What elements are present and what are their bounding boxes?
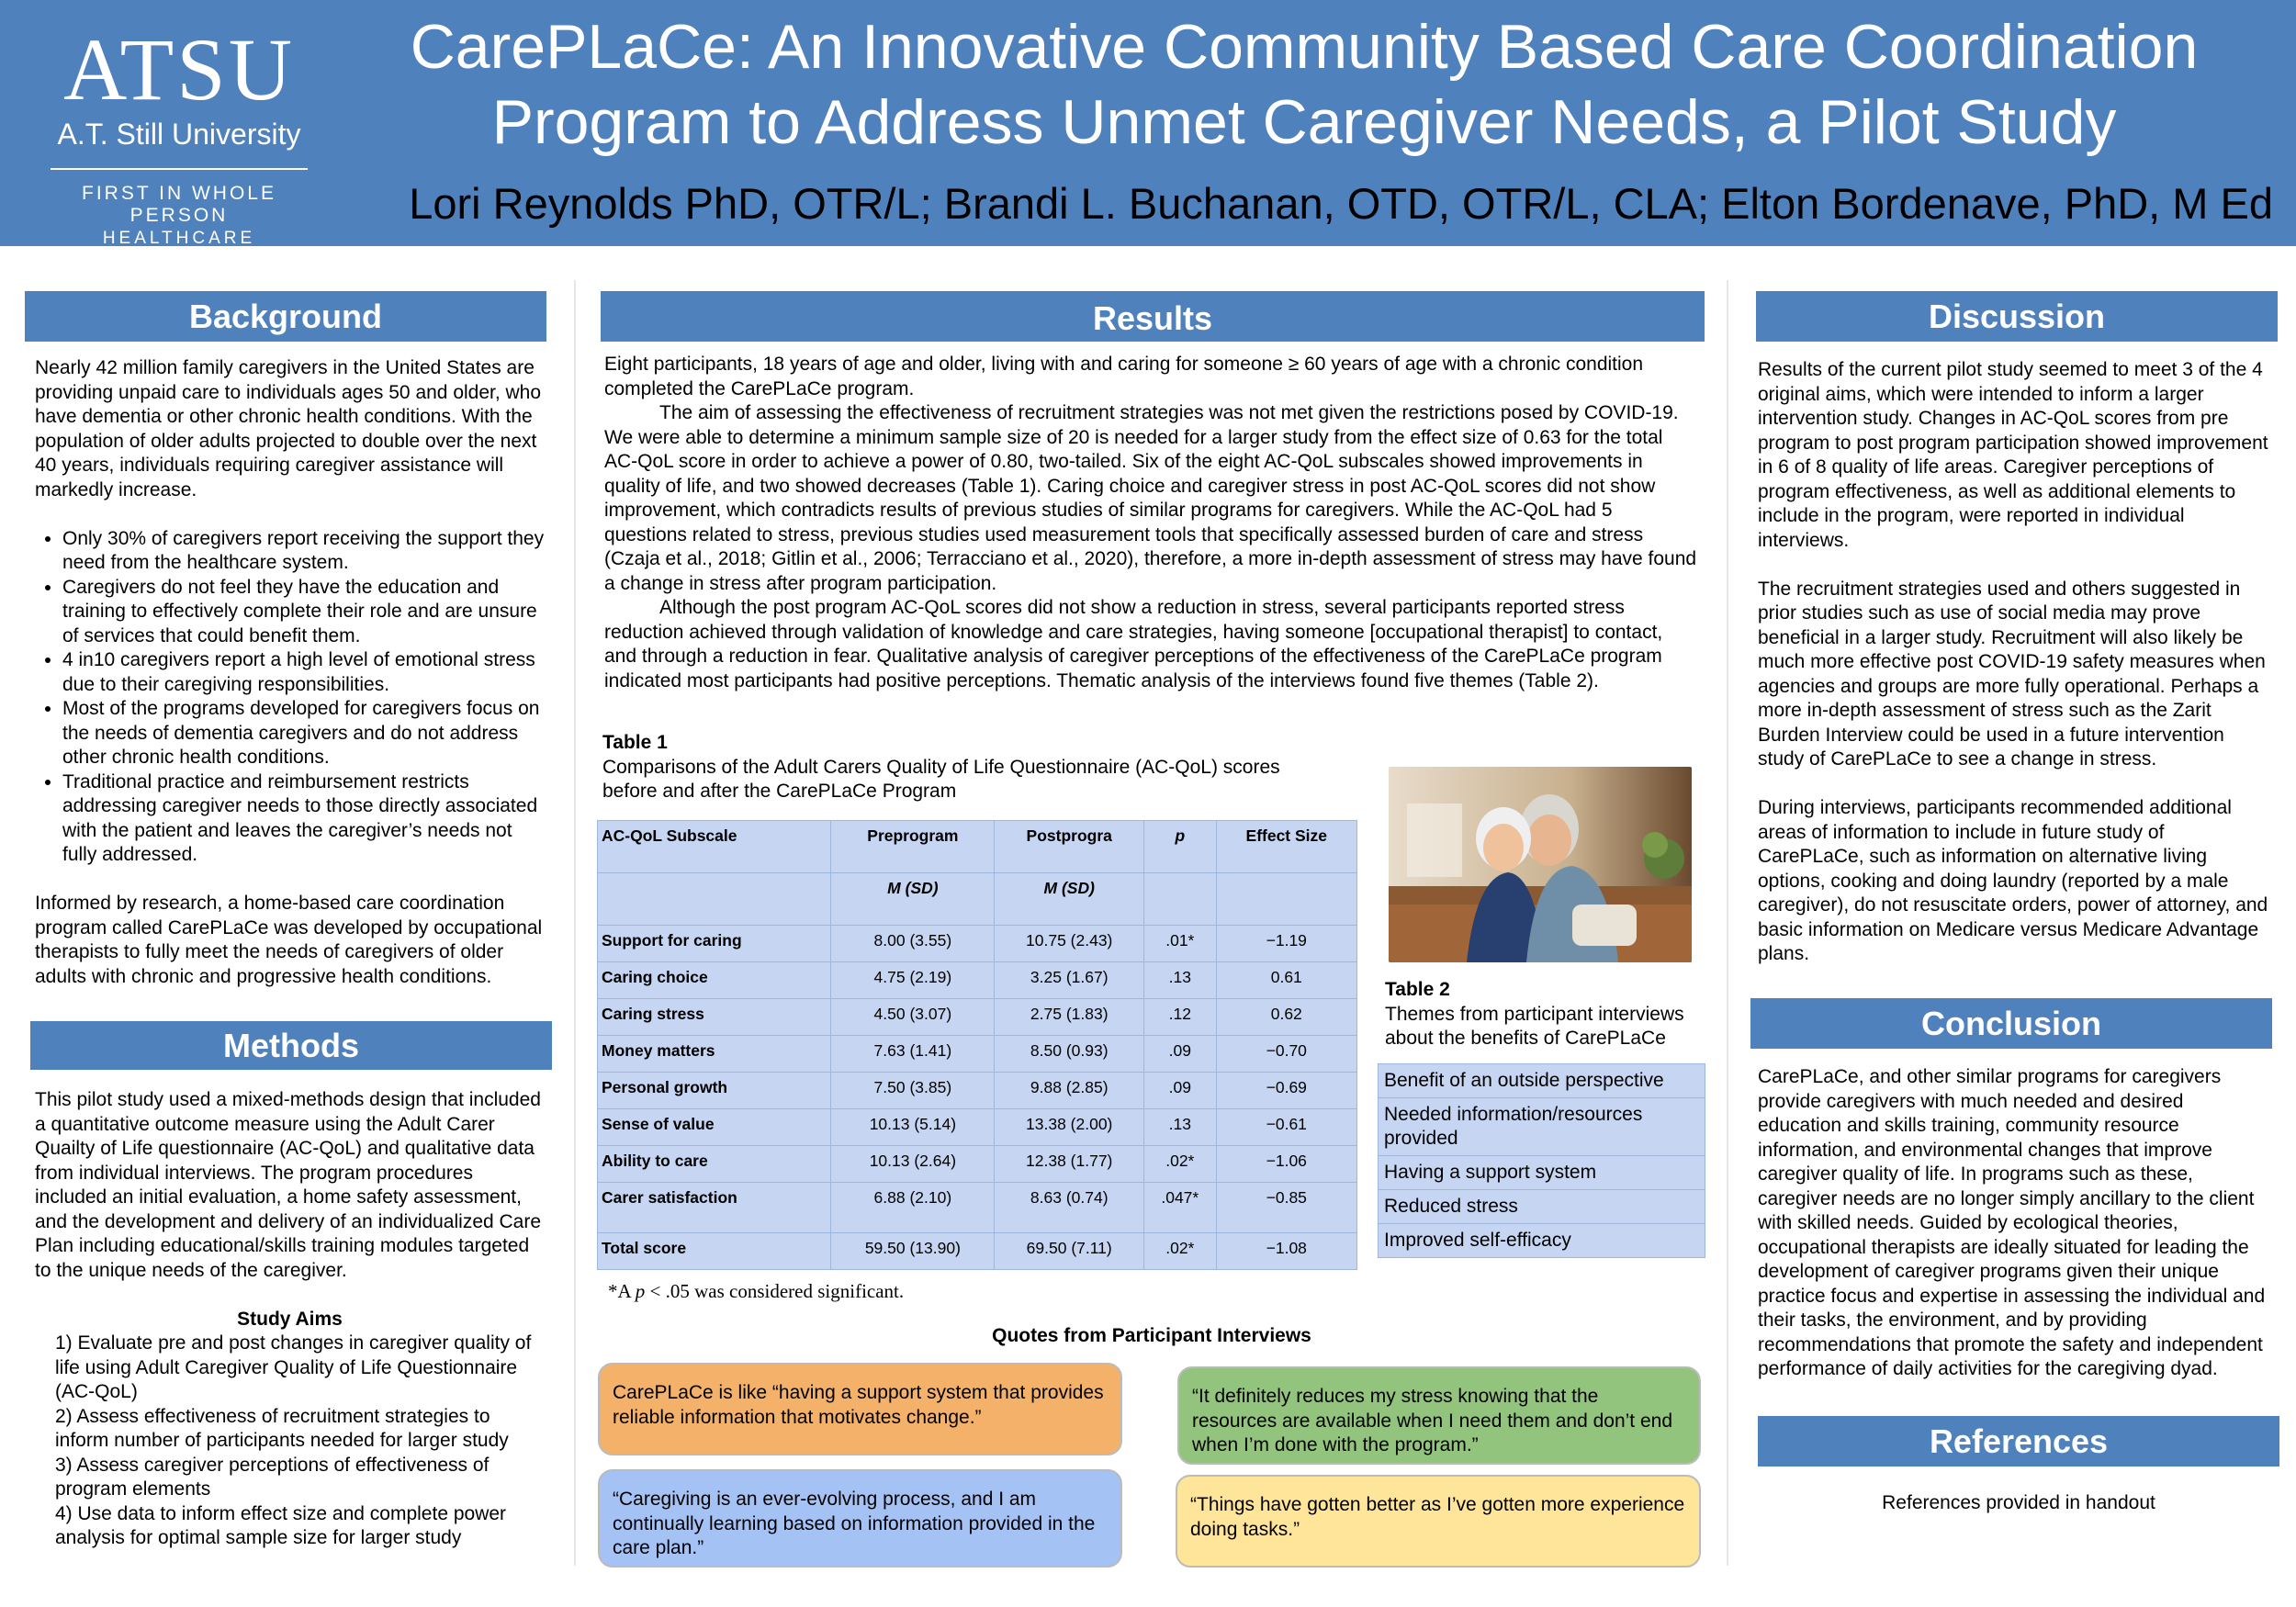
table-row bbox=[598, 1036, 1357, 1073]
table-cell: .09 bbox=[1144, 1036, 1216, 1073]
background-section bbox=[35, 356, 545, 989]
theme-cell: Needed information/resources provided bbox=[1379, 1098, 1705, 1156]
study-aim: 1) Evaluate pre and post changes in caregiver quality of life using Adult Caregiver Quality of Life Questionnaire (AC-QoL) bbox=[55, 1332, 532, 1402]
table-cell: .13 bbox=[1144, 962, 1216, 999]
title-line-2: Program to Address Unmet Caregiver Needs, a Pilot Study bbox=[491, 87, 2117, 157]
background-bullet: • Traditional practice and reimbursement restricts addressing caregiver needs to those directly associated with the patient and leaves the caregiver’s needs not fully addressed. bbox=[62, 770, 545, 868]
table-row bbox=[598, 1183, 1357, 1233]
background-bullet: • Most of the programs developed for caregivers focus on the needs of dementia caregivers and do not address other chronic health conditions. bbox=[62, 697, 545, 770]
table-row bbox=[1379, 1190, 1705, 1224]
caregivers-photo bbox=[1389, 767, 1692, 962]
table-header-cell: Effect Size bbox=[1216, 821, 1356, 873]
table-cell: Caring choice bbox=[598, 962, 831, 999]
table-cell: .02* bbox=[1144, 1146, 1216, 1183]
results-paragraph-1: Eight participants, 18 years of age and older, living with and caring for someone ≥ 60 years of age with a chronic condition completed the CarePLaCe program. bbox=[604, 354, 1644, 399]
table-cell: 2.75 (1.83) bbox=[995, 999, 1144, 1036]
table1-caption bbox=[602, 731, 1374, 804]
table-row bbox=[598, 926, 1357, 962]
table-header-row bbox=[598, 821, 1357, 873]
table1-label: Table 1 bbox=[602, 732, 668, 753]
background-bullet: • 4 in10 caregivers report a high level of emotional stress due to their caregiving responsibilities. bbox=[62, 648, 545, 697]
table1-caption-line-2: before and after the CarePLaCe Program bbox=[602, 781, 957, 802]
table-cell: 12.38 (1.77) bbox=[995, 1146, 1144, 1183]
table-cell: −1.19 bbox=[1216, 926, 1356, 962]
table-cell: Total score bbox=[598, 1233, 831, 1270]
logo-university-name: A.T. Still University bbox=[57, 118, 301, 151]
background-bullet: • Caregivers do not feel they have the education and training to effectively complete their role and are unsure of services that could benefit them. bbox=[62, 576, 545, 649]
background-closing: Informed by research, a home-based care coordination program called CarePLaCe was developed by occupational therapists to fully meet the needs of caregivers of older adults with chronic and progressive health conditions. bbox=[35, 893, 543, 987]
table-cell: .13 bbox=[1144, 1109, 1216, 1146]
photo-illustration bbox=[1389, 767, 1692, 962]
table-cell: 8.63 (0.74) bbox=[995, 1183, 1144, 1233]
table-cell: .02* bbox=[1144, 1233, 1216, 1270]
theme-cell: Having a support system bbox=[1379, 1156, 1705, 1190]
table-cell: −0.61 bbox=[1216, 1109, 1356, 1146]
table-cell: 4.75 (2.19) bbox=[831, 962, 995, 999]
theme-cell: Improved self-efficacy bbox=[1379, 1224, 1705, 1258]
logo-divider bbox=[51, 168, 308, 170]
table-cell: 3.25 (1.67) bbox=[995, 962, 1144, 999]
poster-title bbox=[331, 9, 2278, 160]
logo-tagline-2: HEALTHCARE bbox=[102, 229, 256, 248]
logo-wordmark: ATSU bbox=[62, 20, 296, 118]
poster-authors: Lori Reynolds PhD, OTR/L; Brandi L. Buchanan, OTD, OTR/L, CLA; Elton Bordenave, PhD, M Ed bbox=[409, 179, 2273, 228]
table-cell: 0.62 bbox=[1216, 999, 1356, 1036]
table1-caption-line-1: Comparisons of the Adult Carers Quality of Life Questionnaire (AC-QoL) scores bbox=[602, 756, 1280, 778]
table-header-cell: AC-QoL Subscale bbox=[598, 821, 831, 873]
table-cell: 0.61 bbox=[1216, 962, 1356, 999]
table-header-cell: p bbox=[1144, 821, 1216, 873]
results-text bbox=[604, 353, 1697, 693]
references-heading: References bbox=[1758, 1416, 2279, 1467]
table-cell: .09 bbox=[1144, 1073, 1216, 1109]
table-row bbox=[598, 1073, 1357, 1109]
title-line-1: CarePLaCe: An Innovative Community Based Care Coordination bbox=[410, 12, 2199, 82]
table-cell: 59.50 (13.90) bbox=[831, 1233, 995, 1270]
discussion-paragraph-3: During interviews, participants recommended additional areas of information to include in future study of CarePLaCe, such as information on alternative living options, cooking and doing laundry (reported by a male caregiver), do not resuscitate orders, power of attorney, and basic information on Medicare versus Medicare Advantage plans. bbox=[1758, 797, 2268, 964]
atsu-logo bbox=[46, 20, 312, 249]
table-row bbox=[598, 999, 1357, 1036]
discussion-section bbox=[1758, 358, 2275, 967]
study-aim: 2) Assess effectiveness of recruitment strategies to inform number of participants needed for larger study bbox=[55, 1405, 509, 1451]
table-cell: 13.38 (2.00) bbox=[995, 1109, 1144, 1146]
table-subheader-cell: M (SD) bbox=[995, 873, 1144, 926]
discussion-paragraph-2: The recruitment strategies used and others suggested in prior studies such as use of social media may prove beneficial in a larger study. Recruitment will also likely be much more effective post COVID-19 safety measures when agencies and groups are more fully operational. Perhaps a more in-depth assessment of stress such as the Zarit Burden Interview could be used in a future intervention study of CarePLaCe to see a change in stress. bbox=[1758, 578, 2266, 770]
table-header-cell: Postprogra bbox=[995, 821, 1144, 873]
participant-quote: “Caregiving is an ever-evolving process, and I am continually learning based on information provided in the care plan.” bbox=[598, 1469, 1122, 1568]
table-cell: 10.13 (5.14) bbox=[831, 1109, 995, 1146]
background-bullets bbox=[35, 527, 545, 868]
table-row bbox=[1379, 1064, 1705, 1098]
table-cell: 4.50 (3.07) bbox=[831, 999, 995, 1036]
table-cell: 69.50 (7.11) bbox=[995, 1233, 1144, 1270]
methods-body: This pilot study used a mixed-methods design that included a quantitative outcome measure using the Adult Carer Quailty of Life questionnaire (AC-QoL) and qualitative data from individual interviews. The program procedures included an initial evaluation, a home safety assessment, and the development and delivery of an individualized Care Plan including educational/skills training modules targeted to the unique needs of the caregiver. bbox=[35, 1089, 542, 1281]
table-cell: Ability to care bbox=[598, 1146, 831, 1183]
table-cell: Personal growth bbox=[598, 1073, 831, 1109]
table-cell: −0.70 bbox=[1216, 1036, 1356, 1073]
methods-heading: Methods bbox=[30, 1021, 552, 1070]
table-cell: Support for caring bbox=[598, 926, 831, 962]
results-paragraph-3: Although the post program AC-QoL scores did not show a reduction in stress, several participants reported stress reduction achieved through validation of knowledge and care strategies, having someone [occupational therapist] to contact, and through a reduction in fear. Qualitative analysis of caregiver perceptions of the effectiveness of the CarePLaCe program indicated most participants had positive perceptions. Thematic analysis of the interviews found five themes (Table 2). bbox=[604, 597, 1663, 691]
table2-label: Table 2 bbox=[1385, 979, 1450, 1000]
table-cell: 9.88 (2.85) bbox=[995, 1073, 1144, 1109]
background-bullet: • Only 30% of caregivers report receiving the support they need from the healthcare system. bbox=[62, 527, 545, 576]
logo-tagline-1: FIRST IN WHOLE PERSON bbox=[82, 183, 276, 226]
theme-cell: Benefit of an outside perspective bbox=[1379, 1064, 1705, 1098]
table2-themes bbox=[1378, 1063, 1705, 1258]
table2-caption-text: Themes from participant interviews about the benefits of CarePLaCe bbox=[1385, 1003, 1684, 1049]
table2-caption bbox=[1385, 978, 1716, 1051]
table-row bbox=[1379, 1224, 1705, 1258]
participant-quote: “Things have gotten better as I’ve gotten more experience doing tasks.” bbox=[1176, 1475, 1701, 1568]
column-divider bbox=[574, 280, 576, 1566]
conclusion-body: CarePLaCe, and other similar programs for caregivers provide caregivers with much needed and desired education and skills training, community resource information, and environmental changes that improve caregiver quality of life. In programs such as these, caregiver needs are no longer simply ancillary to the client with skilled needs. Guided by ecological theories, occupational therapists are ideally situated for leading the development of caregiver programs given their unique practice focus and expertise in assessing the individual and their tasks, the environment, and by providing recommendations that promote the safety and independent performance of daily activities for the caregiving dyad. bbox=[1758, 1066, 2266, 1379]
table-cell: −1.08 bbox=[1216, 1233, 1356, 1270]
table1-acqol-scores bbox=[597, 820, 1357, 1270]
table-cell: 8.50 (0.93) bbox=[995, 1036, 1144, 1073]
table-cell: 6.88 (2.10) bbox=[831, 1183, 995, 1233]
table1-note: *A p < .05 was considered significant. bbox=[608, 1280, 905, 1302]
participant-quote: “It definitely reduces my stress knowing that the resources are available when I need them and don’t end when I’m done with the program.” bbox=[1177, 1366, 1701, 1465]
results-paragraph-2: The aim of assessing the effectiveness of recruitment strategies was not met given the restrictions posed by COVID-19. We were able to determine a minimum sample size of 20 is needed for a larger study from the effect size of 0.63 for the total AC-QoL score in order to achieve a power of 0.80, two-tailed. Six of the eight AC-QoL subscales showed improvements in quality of life, and two showed decreases (Table 1). Caring choice and caregiver stress in post AC-QoL scores did not show improvement, which contradicts results of previous studies of similar programs for caregivers. While the AC-QoL had 5 questions related to stress, previous studies used measurement tools that specifically assessed burden of care and stress (Czaja et al., 2018; Gitlin et al., 2006; Terracciano et al., 2020), therefore, a more in-depth assessment of stress may have found a change in stress after program participation. bbox=[604, 402, 1697, 594]
theme-cell: Reduced stress bbox=[1379, 1190, 1705, 1224]
table-row bbox=[598, 1233, 1357, 1270]
table-row bbox=[598, 962, 1357, 999]
table-cell: −0.85 bbox=[1216, 1183, 1356, 1233]
quotes-heading: Quotes from Participant Interviews bbox=[992, 1325, 1311, 1346]
table-header-cell: Preprogram bbox=[831, 821, 995, 873]
table-cell: .047* bbox=[1144, 1183, 1216, 1233]
study-aim: 3) Assess caregiver perceptions of effectiveness of program elements bbox=[55, 1454, 490, 1500]
table-subheader-cell: M (SD) bbox=[831, 873, 995, 926]
table-row bbox=[1379, 1098, 1705, 1156]
study-aim: 4) Use data to inform effect size and complete power analysis for optimal sample size for larger study bbox=[55, 1502, 507, 1548]
results-heading: Results bbox=[601, 291, 1705, 342]
background-heading: Background bbox=[25, 291, 546, 342]
table-cell: Money matters bbox=[598, 1036, 831, 1073]
table-cell: 7.63 (1.41) bbox=[831, 1036, 995, 1073]
table-cell: −1.06 bbox=[1216, 1146, 1356, 1183]
discussion-paragraph-1: Results of the current pilot study seemed to meet 3 of the 4 original aims, which were intended to inform a larger intervention study. Changes in AC-QoL scores from pre program to post program participation showed improvement in 6 of 8 quality of life areas. Caregiver perceptions of program effectiveness, as well as additional elements to include in the program, were reported in individual interviews. bbox=[1758, 359, 2268, 551]
table-cell: .12 bbox=[1144, 999, 1216, 1036]
table-cell: Carer satisfaction bbox=[598, 1183, 831, 1233]
table-cell: Caring stress bbox=[598, 999, 831, 1036]
table-cell: Sense of value bbox=[598, 1109, 831, 1146]
discussion-heading: Discussion bbox=[1756, 291, 2278, 342]
table-row bbox=[598, 1109, 1357, 1146]
conclusion-section bbox=[1758, 1065, 2270, 1382]
study-aims-title: Study Aims bbox=[237, 1308, 343, 1330]
participant-quote: CarePLaCe is like “having a support system that provides reliable information that motivates change.” bbox=[598, 1363, 1122, 1455]
column-divider bbox=[1727, 280, 1728, 1566]
table-cell: 10.13 (2.64) bbox=[831, 1146, 995, 1183]
table-row bbox=[598, 1146, 1357, 1183]
table-subheader-row bbox=[598, 873, 1357, 926]
references-note: References provided in handout bbox=[1882, 1492, 2155, 1513]
poster-header bbox=[0, 0, 2296, 246]
methods-section bbox=[35, 1088, 545, 1551]
table-cell: 8.00 (3.55) bbox=[831, 926, 995, 962]
table-cell: −0.69 bbox=[1216, 1073, 1356, 1109]
table-row bbox=[1379, 1156, 1705, 1190]
background-intro: Nearly 42 million family caregivers in the United States are providing unpaid care to individuals ages 50 and older, who have dementia or other chronic health conditions. With the population of older adults projected to double over the next 40 years, individuals requiring caregiver assistance will markedly increase. bbox=[35, 357, 542, 500]
table-cell: .01* bbox=[1144, 926, 1216, 962]
table-cell: 10.75 (2.43) bbox=[995, 926, 1144, 962]
table-cell: 7.50 (3.85) bbox=[831, 1073, 995, 1109]
conclusion-heading: Conclusion bbox=[1750, 998, 2272, 1049]
